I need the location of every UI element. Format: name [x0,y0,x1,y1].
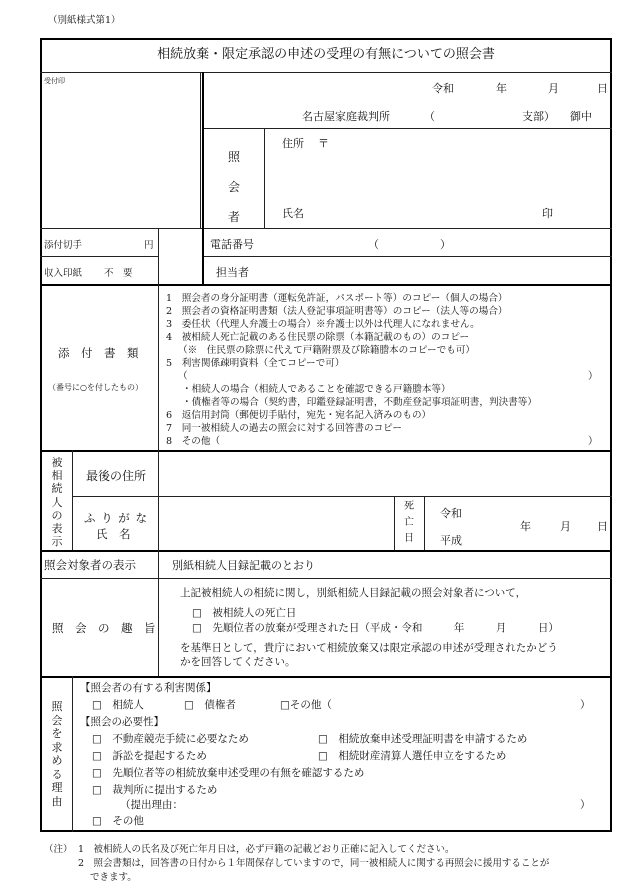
stamp-label: 受付印 [44,77,65,85]
note-2: 2 照会書類は，回答書の日付から１年間保存していますので，同一被相続人に関する再照会に援用することが [78,858,550,869]
death-date-label: 死 亡 日 [404,501,414,544]
target-label: 照会対象者の表示 [44,558,136,572]
court-branch-open: （ [424,110,435,123]
need-heading: 【照会の必要性】 [80,716,164,728]
date-day: 日 [597,82,608,95]
purpose-option-prior: □ 先順位者の放棄が受理された日（平成・令和 年 月 日） [192,622,559,634]
interest-other-checkbox[interactable]: □その他（ [280,699,332,711]
postal-mark: 〒 [318,137,329,150]
death-era-heisei: 平成 [440,534,462,547]
revenue-stamp-value: 不 要 [104,268,133,279]
phone-close: ） [440,238,451,251]
purpose-closing-2: かを回答してください。 [180,656,296,668]
attachment-other-close: ） [588,436,598,447]
attachments-note: （番号に○を付したもの） [48,383,143,392]
purpose-label: 照 会 の 趣 旨 [52,621,156,635]
date-month: 月 [548,82,559,95]
need-court-close: ） [580,799,591,811]
need-court-destination: （提出理由： [120,799,183,811]
reason-label: 照 会 を 求 め る 理 由 [51,700,63,808]
deceased-name-label: 氏 名 [96,527,131,541]
purpose-intro: 上記被相続人の相続に関し，別紙相続人目録記載の照会対象者について， [180,587,527,599]
staff-label: 担当者 [216,266,249,279]
need-administrator-checkbox[interactable]: □ 相続財産清算人選任申立をするため [318,750,507,762]
attachment-item: 7 同一被相続人の過去の照会に対する回答書のコピー [166,423,402,434]
date-era: 令和 [432,82,454,95]
purpose-closing-1: を基準日として，貴庁において相続放棄又は限定承認の申述が受理されたかどう [180,642,558,654]
last-address-label: 最後の住所 [86,469,147,483]
attachment-item: （※ 住民票の除票に代えて戸籍附票及び除籍謄本のコピーでも可） [178,345,476,356]
need-court-checkbox[interactable]: □ 裁判所に提出するため [92,784,218,796]
attachment-item: 5 利害関係疎明資料（全てコピーで可） [166,358,345,369]
phone-label: 電話番号 [210,238,254,251]
date-year: 年 [496,82,507,95]
interest-heading: 【照会者の有する利害関係】 [80,682,217,694]
notes-label: （注） [44,844,73,855]
death-day: 日 [597,520,608,533]
court-branch: 支部） [522,110,555,123]
need-lawsuit-checkbox[interactable]: □ 訴訟を提起するため [92,750,207,762]
attachment-item: 8 その他（ [166,436,221,447]
furigana-label: ふ り が な [84,511,148,525]
need-other-checkbox[interactable]: □ その他 [92,815,144,827]
attachment-item: 4 被相続人死亡記載のある住民票の除票（本籍記載のもの）のコピー [166,332,470,343]
revenue-stamp-label: 収入印紙 [44,268,83,279]
seal-mark: 印 [542,207,553,220]
postage-unit: 円 [144,240,154,251]
court-honorific: 御中 [570,110,592,123]
attachments-label: 添 付 書 類 [58,346,139,360]
target-value: 別紙相続人目録記載のとおり [172,559,315,572]
attachment-paren-close: ） [588,371,598,382]
note-2-cont: できます。 [90,872,137,883]
form-title: 相続放棄・限定承認の申述の受理の有無についての照会書 [157,47,495,62]
need-auction-checkbox[interactable]: □ 不動産競売手続に必要なため [92,733,249,745]
interest-creditor-checkbox[interactable]: □ 債権者 [184,699,236,711]
need-certificate-checkbox[interactable]: □ 相続放棄申述受理証明書を申請するため [318,733,528,745]
attachment-item: 6 返信用封筒（郵便切手貼付，宛先・宛名記入済みのもの） [166,410,432,421]
address-label: 住所 [282,137,304,150]
interest-heir-checkbox[interactable]: □ 相続人 [92,699,144,711]
deceased-label: 被 相 続 人 の 表 示 [51,456,63,549]
postage-label: 添付切手 [44,240,83,251]
note-1: 1 被相続人の氏名及び死亡年月日は，必ず戸籍の記載どおり正確に記入してください。 [78,844,455,855]
death-era-reiwa: 令和 [440,507,462,520]
attachment-item: 1 照会者の身分証明書（運転免許証，パスポート等）のコピー（個人の場合） [166,293,508,304]
court-name: 名古屋家庭裁判所 [302,110,390,123]
phone-open: （ [368,238,379,251]
attachment-item: 3 委任状（代理人弁護士の場合）※弁護士以外は代理人になれません。 [166,319,480,330]
attachment-item: ・相続人の場合（相続人であることを確認できる戸籍謄本等） [182,384,451,395]
attachment-item: ・債権者等の場合（契約書，印鑑登録証明書，不動産登記事項証明書，判決書等） [182,397,537,408]
name-label: 氏名 [282,207,304,220]
form-label: （別紙様式第1） [48,15,121,26]
attachment-item: （ [178,371,188,382]
interest-other-close: ） [580,699,591,711]
inquirer-label: 照 会 者 [227,150,240,224]
death-year: 年 [520,520,531,533]
need-prior-checkbox[interactable]: □ 先順位者等の相続放棄申述受理の有無を確認するため [92,767,365,779]
purpose-option-death: □ 被相続人の死亡日 [192,607,297,619]
attachment-item: 2 照会者の資格証明書類（法人登記事項証明書等）のコピー（法人等の場合） [166,306,508,317]
death-month: 月 [560,520,571,533]
